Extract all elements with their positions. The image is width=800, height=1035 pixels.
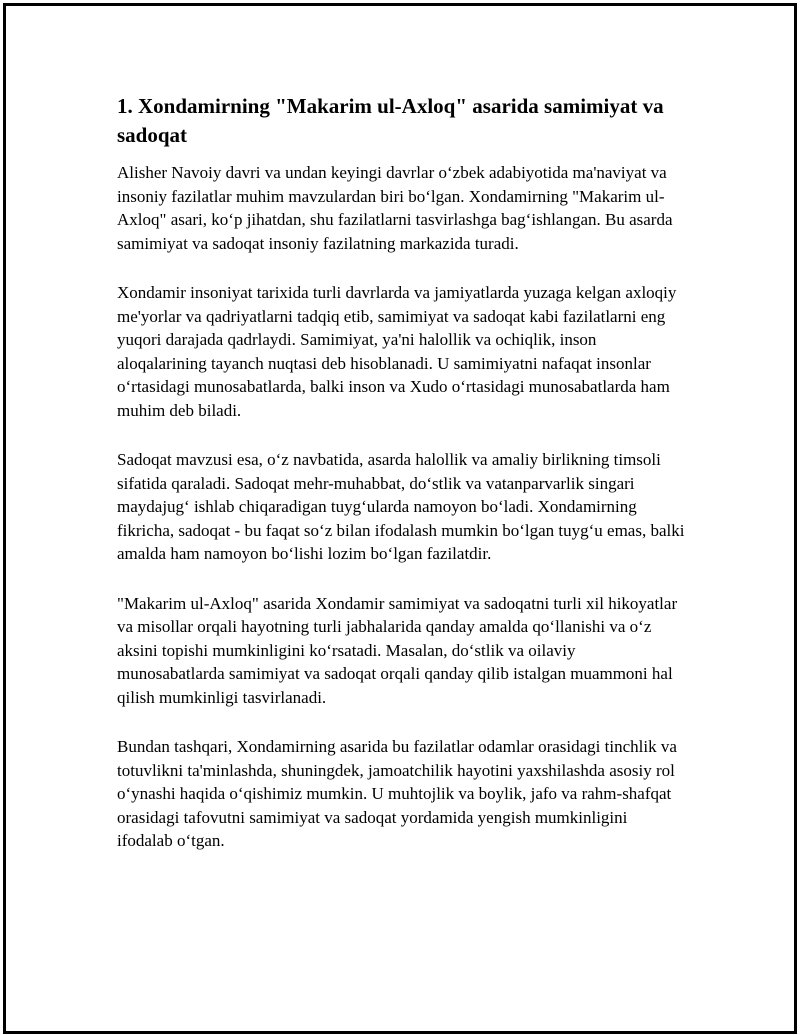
section-heading: 1. Xondamirning "Makarim ul-Axloq" asarida samimiyat va sadoqat bbox=[117, 94, 664, 147]
paragraph-1: Alisher Navoiy davri va undan keyingi davrlar o‘zbek adabiyotida ma'naviyat va insoniy fazilatlar muhim mavzulardan biri bo‘lgan. Xondamirning "Makarim ul-Axloq" asari, ko‘p jihatdan, shu fazilatlarni tasvirlashga bag‘ishlangan. Bu asarda samimiyat va sadoqat insoniy fazilatning markazida turadi. bbox=[117, 163, 673, 253]
paragraph-2: Xondamir insoniyat tarixida turli davrlarda va jamiyatlarda yuzaga kelgan axloqiy me'yorlar va qadriyatlarni tadqiq etib, samimiyat va sadoqat kabi fazilatlarni eng yuqori darajada qadrlaydi. Samimiyat, ya'ni halollik va ochiqlik, inson aloqalarining tayanch nuqtasi deb hisoblanadi. U samimiyatni nafaqat insonlar o‘rtasidagi munosabatlarda, balki inson va Xudo o‘rtasidagi munosabatlarda ham muhim deb biladi. bbox=[117, 283, 677, 420]
paragraph-3: Sadoqat mavzusi esa, o‘z navbatida, asarda halollik va amaliy birlikning timsoli sifatida qaraladi. Sadoqat mehr-muhabbat, do‘stlik va vatanparvarlik singari maydajug‘ ishlab chiqaradigan tuyg‘ularda namoyon bo‘ladi. Xondamirning fikricha, sadoqat - bu faqat so‘z bilan ifodalash mumkin bo‘lgan tuyg‘u emas, balki amalda ham namoyon bo‘lishi lozim bo‘lgan fazilatdir. bbox=[117, 450, 685, 563]
paragraph-5: Bundan tashqari, Xondamirning asarida bu fazilatlar odamlar orasidagi tinchlik va totuvlikni ta'minlashda, shuningdek, jamoatchilik hayotini yaxshilashda asosiy rol o‘ynashi haqida o‘qishimiz mumkin. U muhtojlik va boylik, jafo va rahm-shafqat orasidagi tafovutni samimiyat va sadoqat yordamida yengish mumkinligini ifodalab o‘tgan. bbox=[117, 737, 677, 850]
paragraph-4: "Makarim ul-Axloq" asarida Xondamir samimiyat va sadoqatni turli xil hikoyatlar va misollar orqali hayotning turli jabhalarida qanday amalda qo‘llanishi va o‘z aksini topishi mumkinligini ko‘rsatadi. Masalan, do‘stlik va oilaviy munosabatlarda samimiyat va sadoqat orqali qanday qilib istalgan muammoni hal qilish mumkinligi tasvirlanadi. bbox=[117, 593, 678, 707]
document-body bbox=[117, 92, 687, 879]
